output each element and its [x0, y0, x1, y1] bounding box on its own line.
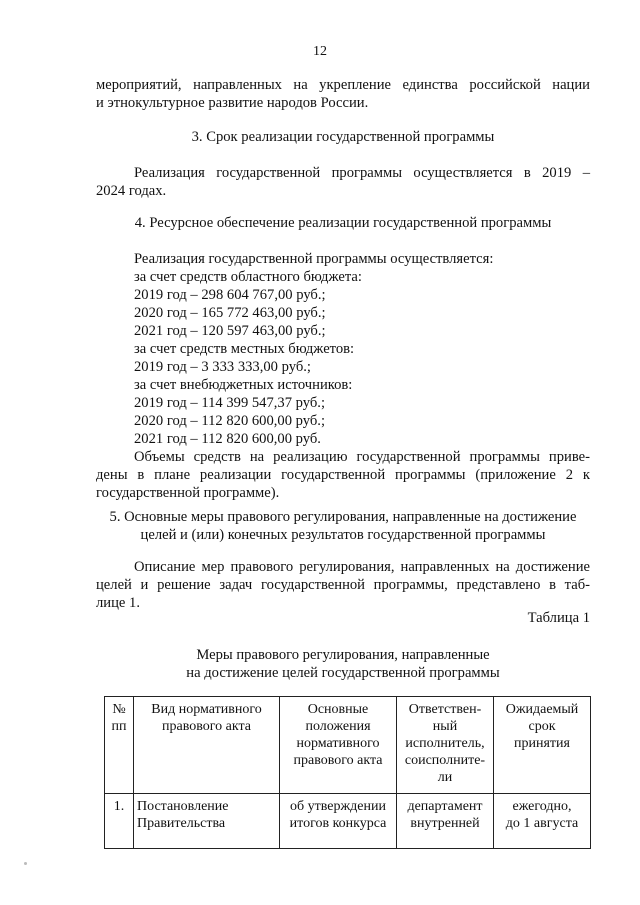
section5-heading-line: целей и (или) конечных результатов государственной программы: [140, 527, 546, 543]
cell-text: итогов конкурса: [289, 816, 387, 831]
header-cell-number: [105, 697, 134, 794]
funding-line: за счет средств областного бюджета:: [134, 269, 362, 285]
cell-deadline: [494, 794, 591, 849]
table-row: [105, 794, 591, 849]
cell-number: [105, 794, 134, 849]
cell-text: Постановление: [137, 799, 229, 814]
funding-line: 2019 год – 3 333 333,00 руб.;: [134, 359, 311, 375]
header-text: Ответствен-: [408, 702, 482, 717]
section5-line: Описание мер правового регулирования, направленных на достижение: [134, 559, 590, 575]
funding-line: 2019 год – 114 399 547,37 руб.;: [134, 395, 326, 411]
cell-executor: [397, 794, 494, 849]
section5-line: лице 1.: [96, 595, 140, 611]
funding-line: 2020 год – 165 772 463,00 руб.;: [134, 305, 326, 321]
header-text: пп: [111, 719, 127, 734]
section5-line: целей и решение задач государственной программы, представлено в таб-: [96, 577, 590, 593]
header-text: соисполните-: [404, 753, 486, 768]
section3-paragraph: [96, 164, 590, 200]
header-text: положения: [305, 719, 371, 734]
funding-line: Реализация государственной программы осуществляется:: [134, 251, 494, 267]
header-text: нормативного: [296, 736, 380, 751]
funding-line: за счет средств местных бюджетов:: [134, 341, 355, 357]
intro-line: мероприятий, направленных на укрепление единства российской нации: [96, 77, 590, 93]
cell-provisions: [280, 794, 397, 849]
funding-line: за счет внебюджетных источников:: [134, 377, 353, 393]
header-cell-provisions: [280, 697, 397, 794]
header-text: ли: [437, 770, 453, 785]
cell-text: 1.: [113, 799, 125, 814]
header-cell-deadline: [494, 697, 591, 794]
cell-act-type: [134, 794, 280, 849]
scan-speck: [24, 862, 27, 865]
section3-line: Реализация государственной программы осуществляется в 2019 –: [134, 165, 590, 181]
funding-line: 2021 год – 120 597 463,00 руб.;: [134, 323, 326, 339]
cell-text: об утверждении: [290, 799, 386, 814]
funding-line: 2021 год – 112 820 600,00 руб.: [134, 431, 321, 447]
page-number: 12: [313, 44, 327, 59]
section5-heading-line: 5. Основные меры правового регулирования, направленные на достижение: [109, 509, 577, 525]
funding-line: 2019 год – 298 604 767,00 руб.;: [134, 287, 326, 303]
section3-heading: 3. Срок реализации государственной программы: [191, 129, 495, 145]
section3-line: 2024 годах.: [96, 183, 167, 199]
section5-paragraph: [96, 558, 590, 612]
funding-summary-line: дены в плане реализации государственной программы (приложение 2 к: [96, 467, 590, 483]
section4-body: [96, 250, 590, 502]
cell-text: департамент: [407, 799, 483, 814]
cell-text: ежегодно,: [512, 799, 572, 814]
header-text: Вид нормативного: [151, 702, 262, 717]
table-title-line: на достижение целей государственной программы: [186, 665, 500, 681]
header-text: Основные: [307, 702, 369, 717]
table-title-line: Меры правового регулирования, направленные: [196, 647, 490, 663]
cell-text: внутренней: [410, 816, 480, 831]
section5-heading: [86, 508, 600, 544]
funding-line: 2020 год – 112 820 600,00 руб.;: [134, 413, 326, 429]
header-text: №: [112, 702, 126, 717]
header-text: исполнитель,: [405, 736, 485, 751]
header-cell-act-type: [134, 697, 280, 794]
funding-summary-line: Объемы средств на реализацию государственной программы приве-: [134, 449, 590, 465]
table-header-row: [105, 697, 591, 794]
table-caption: Таблица 1: [527, 610, 590, 626]
cell-text: Правительства: [137, 816, 226, 831]
header-text: Ожидаемый: [505, 702, 579, 717]
intro-paragraph: [96, 76, 590, 112]
header-cell-executor: [397, 697, 494, 794]
header-text: принятия: [514, 736, 570, 751]
funding-summary-line: государственной программе).: [96, 485, 280, 501]
intro-line: и этнокультурное развитие народов России.: [96, 95, 369, 111]
header-text: срок: [528, 719, 556, 734]
cell-text: до 1 августа: [505, 816, 579, 831]
header-text: правового акта: [162, 719, 251, 734]
section4-heading: 4. Ресурсное обеспечение реализации государственной программы: [134, 215, 552, 231]
header-text: правового акта: [293, 753, 383, 768]
table-title: [96, 646, 590, 682]
legal-measures-table: [104, 696, 591, 849]
header-text: ный: [432, 719, 458, 734]
